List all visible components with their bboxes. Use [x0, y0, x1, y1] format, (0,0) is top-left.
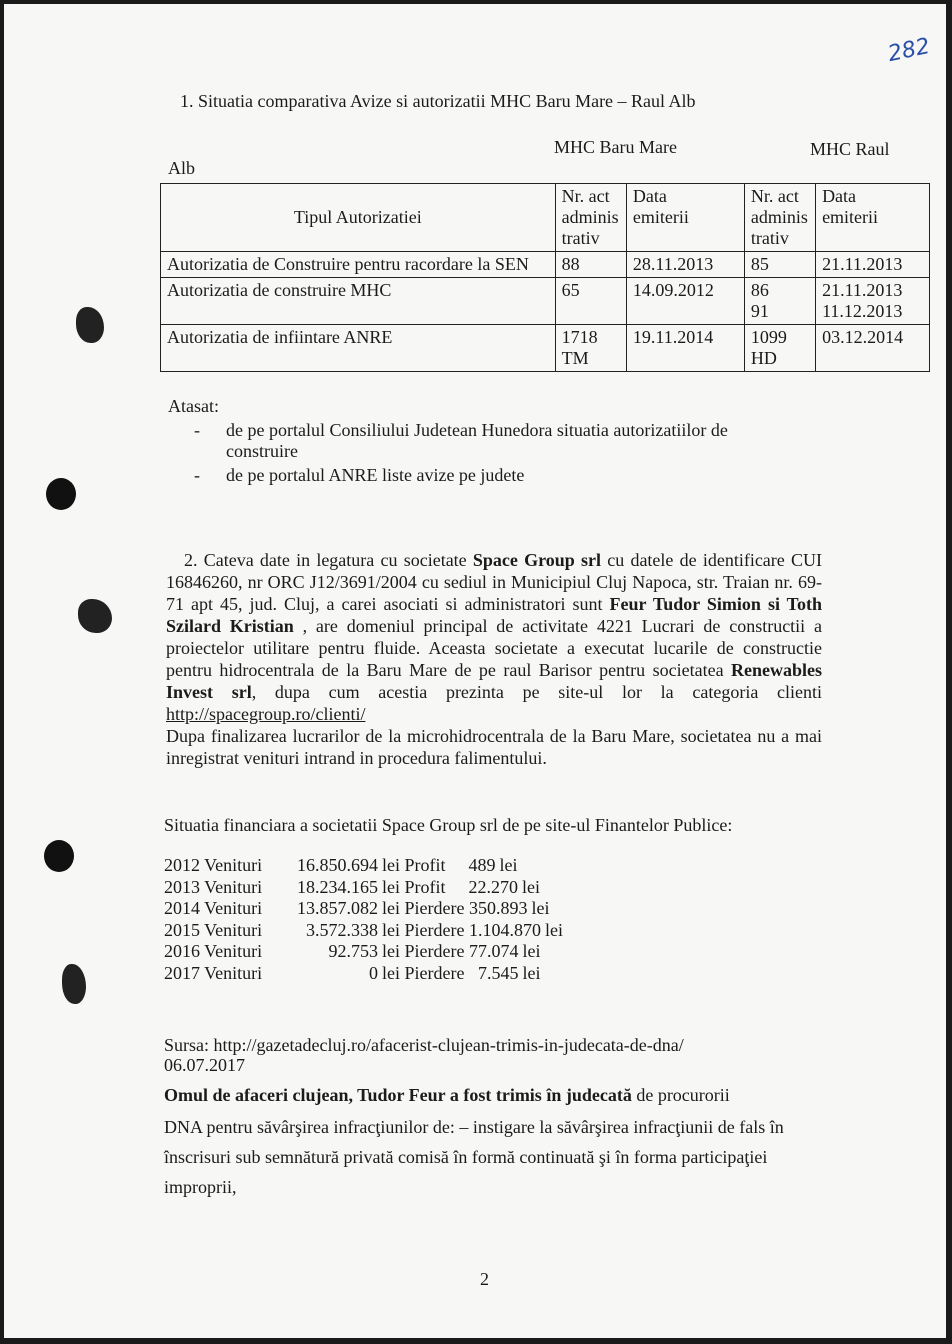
spacegroup-link[interactable]: http://spacegroup.ro/clienti/	[166, 704, 366, 724]
table-row	[161, 325, 930, 372]
cell-data2: 21.11.2013 11.12.2013	[816, 278, 930, 325]
authorizations-table	[160, 183, 930, 372]
financial-row: 2016 Venituri 92.753 lei Pierdere 77.074 lei	[164, 941, 541, 961]
cell-data2: 21.11.2013	[816, 252, 930, 278]
header-data-emiterii-1: Data emiterii	[626, 184, 744, 252]
label-alb: Alb	[168, 158, 195, 178]
financial-title: Situatia financiara a societatii Space Group srl de pe site-ul Finantelor Publice:	[164, 815, 733, 835]
dna-heading: Omul de afaceri clujean, Tudor Feur a fost trimis în judecată de procurorii	[164, 1085, 730, 1105]
cell-data1: 28.11.2013	[626, 252, 744, 278]
cell-nr2: 86 91	[744, 278, 815, 325]
header-type: Tipul Autorizatiei	[161, 184, 556, 252]
label-mhc-baru-mare: MHC Baru Mare	[554, 137, 677, 157]
torn-mark-1	[76, 307, 104, 343]
attached-label: Atasat:	[168, 396, 219, 416]
section2-body	[166, 549, 822, 769]
section2-paragraph-2: Dupa finalizarea lucrarilor de la microhidrocentrala de la Baru Mare, societatea nu a mai inregistrat venituri intrand in procedura falimentului.	[166, 726, 822, 768]
section1-title: 1. Situatia comparativa Avize si autorizatii MHC Baru Mare – Raul Alb	[180, 91, 696, 111]
table-header-row	[161, 184, 930, 252]
header-nr-act-1: Nr. act adminis trativ	[555, 184, 626, 252]
financial-row: 2013 Venituri 18.234.165 lei Profit 22.270 lei	[164, 876, 540, 897]
financial-row: 2015 Venituri 3.572.338 lei Pierdere 1.104.870 lei	[164, 919, 563, 940]
cell-nr2: 1099 HD	[744, 325, 815, 372]
table-row	[161, 278, 930, 325]
header-nr-act-2: Nr. act adminis trativ	[744, 184, 815, 252]
source-date: 06.07.2017	[164, 1055, 245, 1075]
punch-hole-1	[46, 478, 76, 510]
torn-mark-3	[62, 964, 86, 1004]
punch-hole-2	[44, 840, 74, 872]
attached-list	[194, 420, 794, 489]
cell-type: Autorizatia de Construire pentru racordare la SEN	[161, 252, 556, 278]
dna-paragraph: DNA pentru săvârşirea infracţiunilor de: – instigare la săvârşirea infracţiunii de fals în înscrisuri sub semnătură privată comisă în formă continuată şi în forma participaţiei improprii,	[164, 1117, 784, 1197]
document-page	[4, 4, 946, 1338]
header-data-emiterii-2: Data emiterii	[816, 184, 930, 252]
cell-type: Autorizatia de construire MHC	[161, 278, 556, 325]
cell-nr1: 65	[555, 278, 626, 325]
financial-row: 2012 Venituri 16.850.694 lei Profit 489 lei	[164, 855, 518, 875]
cell-data1: 14.09.2012	[626, 278, 744, 325]
cell-data2: 03.12.2014	[816, 325, 930, 372]
label-mhc-raul: MHC Raul	[810, 139, 890, 159]
list-item: - de pe portalul ANRE liste avize pe judete	[194, 465, 525, 485]
source-line: Sursa: http://gazetadecluj.ro/afacerist-clujean-trimis-in-judecata-de-dna/	[164, 1035, 684, 1055]
torn-mark-2	[78, 599, 112, 633]
list-item: - de pe portalul Consiliului Judetean Hunedora situatia autorizatiilor de construire	[194, 420, 728, 461]
financial-table	[164, 855, 563, 984]
cell-data1: 19.11.2014	[626, 325, 744, 372]
handwritten-page-number: 282	[885, 33, 933, 68]
cell-type: Autorizatia de infiintare ANRE	[161, 325, 556, 372]
page-number: 2	[480, 1269, 489, 1289]
section2-paragraph-1: 2. Cateva date in legatura cu societate Space Group srl cu datele de identificare CUI 16846260, nr ORC J12/3691/2004 cu sediul in Municipiul Cluj Napoca, str. Traian nr. 69-71 apt 45, jud. Cluj, a carei asociati si administratori sunt Feur Tudor Simion si Toth Szilard Kristian , are domeniul principal de activitate 4221 Lucrari de constructii a proiectelor utilitare pentru fluide. Aceasta societate a executat lucarile de constructie pentru hidrocentrala de la Baru Mare de pe raul Barisor pentru societatea Renewables Invest srl, dupa cum acestia prezinta pe site-ul lor la categoria clienti http://spacegroup.ro/clienti/	[166, 550, 823, 724]
financial-row: 2014 Venituri 13.857.082 lei Pierdere 350.893 lei	[164, 898, 550, 918]
cell-nr1: 1718 TM	[555, 325, 626, 372]
cell-nr2: 85	[744, 252, 815, 278]
table-row	[161, 252, 930, 278]
financial-row: 2017 Venituri 0 lei Pierdere 7.545 lei	[164, 962, 541, 983]
cell-nr1: 88	[555, 252, 626, 278]
